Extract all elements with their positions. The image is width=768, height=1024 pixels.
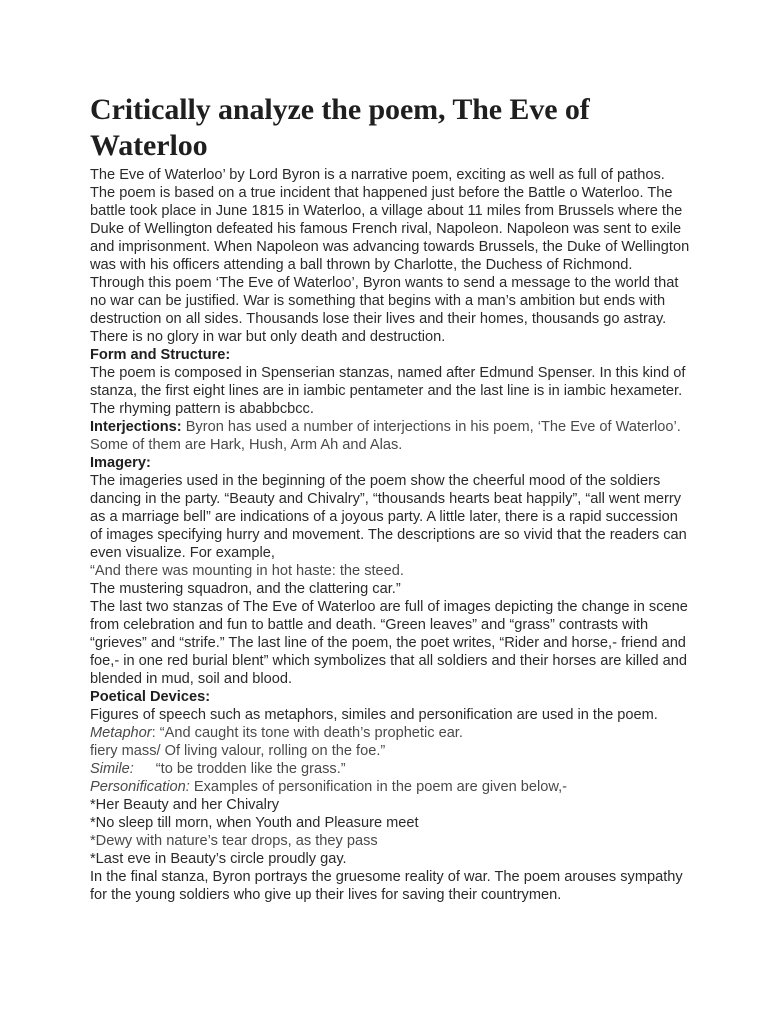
imagery-text-2: The last two stanzas of The Eve of Waterloo are full of images depicting the change in scene from celebration and fun to battle and death. “Green leaves” and “grass” contrasts with “grieves” and “strife.” The last line of the poem, the poet writes, “Rider and horse,- friend and foe,- in one red burial blent” which symbolizes that all soldiers and their horses are killed and blended in mud, soil and blood. bbox=[90, 599, 688, 687]
simile-label: Simile: bbox=[90, 761, 134, 777]
simile-line bbox=[90, 760, 690, 778]
intro-paragraph-2: Through this poem ‘The Eve of Waterloo’, Byron wants to send a message to the world that no war can be justified. War is something that begins with a man’s ambition but ends with destruction on all sides. Thousands lose their lives and their homes, thousands go astray. There is no glory in war but only death and destruction. bbox=[90, 275, 679, 345]
interjections-paragraph bbox=[90, 418, 690, 454]
imagery-heading: Imagery: bbox=[90, 455, 151, 471]
conclusion-paragraph: In the final stanza, Byron portrays the gruesome reality of war. The poem arouses sympathy for the young soldiers who give up their lives for saving their countrymen. bbox=[90, 869, 683, 903]
interjections-label: Interjections: bbox=[90, 419, 182, 435]
form-structure-text: The poem is composed in Spenserian stanzas, named after Edmund Spenser. In this kind of stanza, the first eight lines are in iambic pentameter and the last line is in iambic hexameter. The rhyming pattern is ababbcbcc. bbox=[90, 365, 686, 417]
document-page bbox=[90, 92, 690, 904]
metaphor-text: : “And caught its tone with death’s prophetic ear. bbox=[151, 725, 463, 741]
metaphor-label: Metaphor bbox=[90, 725, 152, 741]
imagery-quote-line-2: The mustering squadron, and the clattering car.” bbox=[90, 581, 401, 597]
personification-text: Examples of personification in the poem are given below,- bbox=[189, 779, 567, 795]
imagery-text: The imageries used in the beginning of the poem show the cheerful mood of the soldiers dancing in the party. “Beauty and Chivalry”, “thousands hearts beat happily”, “all went merry as a marriage bell” are indications of a joyous party. A little later, there is a rapid succession of images specifying hurry and movement. The descriptions are so vivid that the readers can even visualize. For example, bbox=[90, 473, 687, 561]
personification-example: *No sleep till morn, when Youth and Pleasure meet bbox=[90, 815, 419, 831]
personification-example: *Last eve in Beauty’s circle proudly gay. bbox=[90, 851, 347, 867]
intro-paragraph-1: The Eve of Waterloo’ by Lord Byron is a narrative poem, exciting as well as full of pathos. The poem is based on a true incident that happened just before the Battle o Waterloo. The battle took place in June 1815 in Waterloo, a village about 11 miles from Brussels where the Duke of Wellington defeated his famous French rival, Napoleon. Napoleon was sent to exile and imprisonment. When Napoleon was advancing towards Brussels, the Duke of Wellington was with his officers attending a ball thrown by Charlotte, the Duchess of Richmond. bbox=[90, 167, 690, 273]
imagery-quote-line-1: “And there was mounting in hot haste: the steed. bbox=[90, 563, 404, 579]
personification-example: *Her Beauty and her Chivalry bbox=[90, 797, 279, 813]
personification-label: Personification: bbox=[90, 779, 190, 795]
metaphor-line-2: fiery mass/ Of living valour, rolling on the foe.” bbox=[90, 743, 386, 759]
interjections-text: Byron has used a number of interjections in his poem, ‘The Eve of Waterloo’. Some of them are Hark, Hush, Arm Ah and Alas. bbox=[90, 419, 681, 453]
page-title: Critically analyze the poem, The Eve of Waterloo bbox=[90, 93, 590, 162]
form-structure-heading: Form and Structure: bbox=[90, 347, 231, 363]
poetical-devices-heading: Poetical Devices: bbox=[90, 689, 211, 705]
personification-example: *Dewy with nature’s tear drops, as they pass bbox=[90, 833, 378, 849]
personification-line bbox=[90, 778, 690, 796]
simile-text: “to be trodden like the grass.” bbox=[155, 761, 346, 777]
metaphor-line bbox=[90, 724, 690, 742]
poetical-devices-text: Figures of speech such as metaphors, similes and personification are used in the poem. bbox=[90, 707, 658, 723]
